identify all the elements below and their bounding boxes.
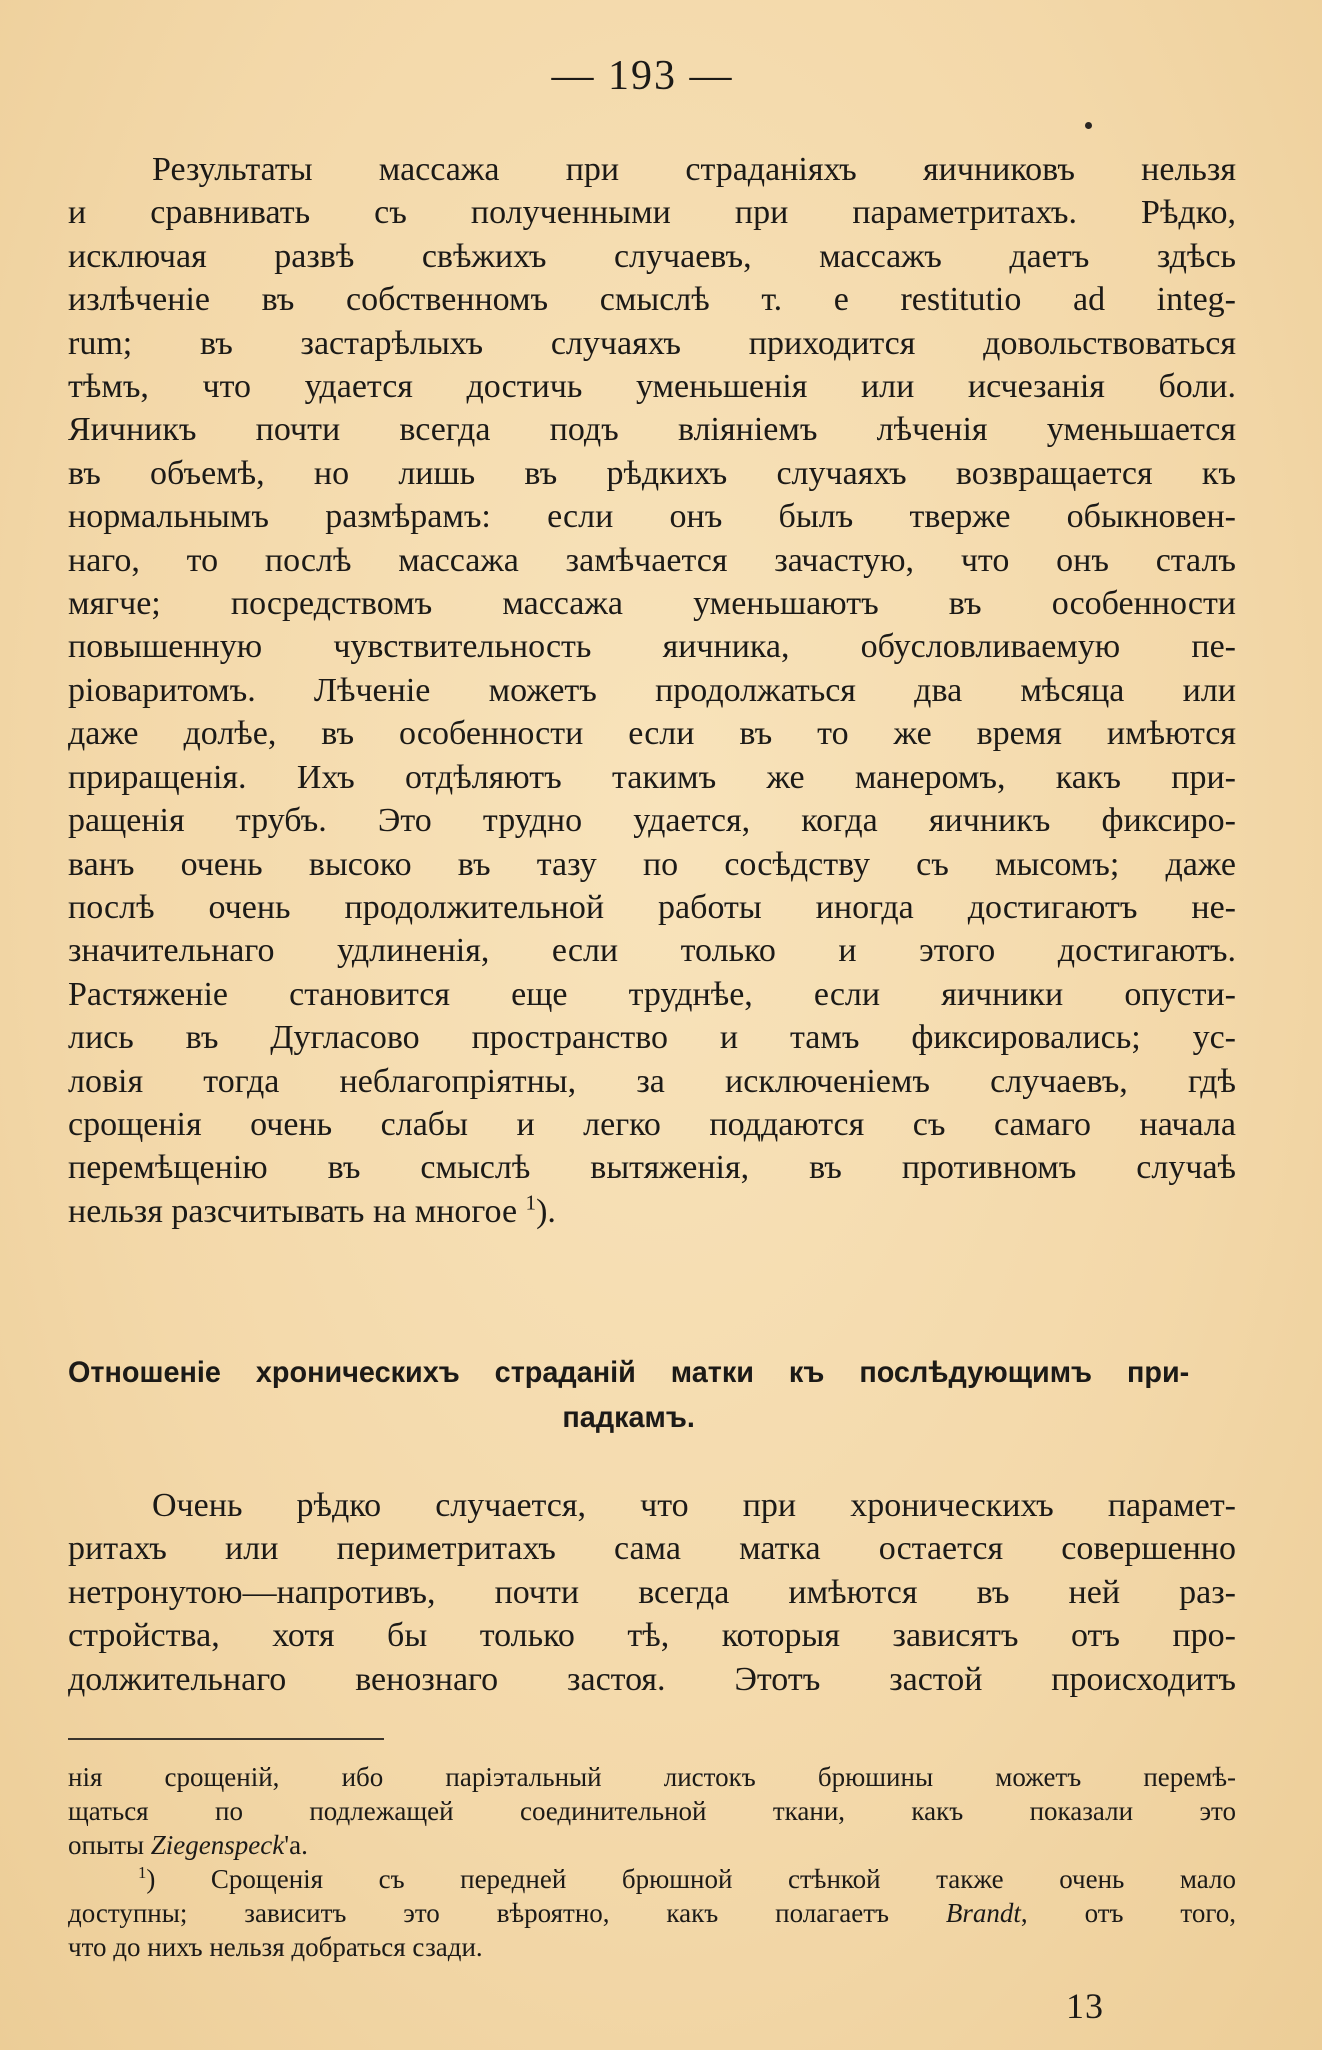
- text-line: срощенія очень слабы и легко поддаются съ самаго начала: [68, 1105, 1236, 1143]
- text-line: Очень рѣдко случается, что при хроническихъ парамет-: [152, 1487, 1236, 1524]
- text-line: даже долѣе, въ особенности если въ то же время имѣются: [68, 715, 1236, 753]
- footnote-line: щаться по подлежащей соединительной ткани, какъ показали это: [68, 1796, 1236, 1826]
- text-line: перемѣщенію въ смыслѣ вытяженія, въ противномъ случаѣ: [68, 1149, 1236, 1187]
- text-line-last: [68, 1190, 1236, 1233]
- text-line: повышенную чувствительность яичника, обусловливаемую пе-: [68, 628, 1236, 666]
- text-line: значительнаго удлиненія, если только и этого достигаютъ.: [68, 932, 1236, 970]
- text-line: нормальнымъ размѣрамъ: если онъ былъ тверже обыкновен-: [68, 498, 1236, 536]
- text-line: ловія тогда неблагопріятны, за исключеніемъ случаевъ, гдѣ: [68, 1062, 1236, 1100]
- footnote-reference: 1: [525, 1190, 537, 1215]
- footnote-text: 'а.: [284, 1830, 308, 1860]
- page-number: — 193 —: [551, 53, 734, 99]
- text-line: ритахъ или периметритахъ сама матка остается совершенно: [68, 1530, 1236, 1568]
- author-name: Brandt: [945, 1898, 1021, 1928]
- text-line: нетронутою—напротивъ, почти всегда имѣются въ ней раз-: [68, 1573, 1236, 1611]
- text-line: мягче; посредствомъ массажа уменьшаютъ въ особенности: [68, 585, 1236, 623]
- text-line: приращенія. Ихъ отдѣляютъ такимъ же манеромъ, какъ при-: [68, 758, 1236, 796]
- footnote-text: , отъ того,: [1020, 1898, 1237, 1928]
- text-line: лись въ Дугласово пространство и тамъ фиксировались; ус-: [68, 1019, 1236, 1057]
- ink-speck: [1085, 122, 1092, 129]
- footnote-line: [68, 1896, 1236, 1930]
- footnote-text: опыты: [68, 1830, 151, 1860]
- text-line: Результаты массажа при страданіяхъ яичниковъ нельзя: [152, 151, 1236, 188]
- footnote-text: ) Срощенія съ передней брюшной стѣнкой также очень мало: [146, 1864, 1236, 1894]
- signature-mark: 13: [1066, 1986, 1104, 2026]
- footnote-line: [68, 1828, 1236, 1862]
- heading-line: падкамъ.: [562, 1401, 695, 1434]
- text-line: излѣченіе въ собственномъ смыслѣ т. е restitutio ad integ-: [68, 281, 1236, 319]
- paragraph-ovary-massage: [68, 148, 1236, 1233]
- text-line: ванъ очень высоко въ тазу по сосѣдству съ мысомъ; даже: [68, 845, 1236, 883]
- footnote-line: что до нихъ нельзя добраться сзади.: [68, 1932, 483, 1962]
- text-line: тѣмъ, что удается достичь уменьшенія или исчезанія боли.: [68, 368, 1236, 406]
- text-line: rum; въ застарѣлыхъ случаяхъ приходится довольствоваться: [68, 324, 1236, 362]
- text-line: наго, то послѣ массажа замѣчается зачастую, что онъ сталъ: [68, 541, 1236, 579]
- text-line: послѣ очень продолжительной работы иногда достигаютъ не-: [68, 888, 1236, 926]
- text-line: стройства, хотя бы только тѣ, которыя зависятъ отъ про-: [68, 1617, 1236, 1655]
- heading-line: Отношеніе хроническихъ страданій матки къ послѣдующимъ при-: [68, 1356, 1190, 1389]
- text-line: ріоваритомъ. Лѣченіе можетъ продолжаться два мѣсяца или: [68, 671, 1236, 709]
- text-line: Растяженіе становится еще труднѣе, если яичники опусти-: [68, 975, 1236, 1013]
- footnote-marker: 1: [138, 1862, 147, 1882]
- text-line: ращенія трубъ. Это трудно удается, когда яичникъ фиксиро-: [68, 802, 1236, 840]
- section-heading: [68, 1350, 1189, 1440]
- footnote-line: [68, 1862, 1236, 1896]
- text-line: должительнаго венознаго застоя. Этотъ застой происходитъ: [68, 1660, 1236, 1698]
- text-line: въ объемѣ, но лишь въ рѣдкихъ случаяхъ возвращается къ: [68, 454, 1236, 492]
- footnote-line: нія срощеній, ибо паріэтальный листокъ брюшины можетъ перемѣ-: [68, 1762, 1236, 1792]
- text-line: Яичникъ почти всегда подъ вліяніемъ лѣченія уменьшается: [68, 411, 1236, 449]
- footnotes: [68, 1760, 1236, 1964]
- text-line: нельзя разсчитывать на многое: [68, 1192, 518, 1230]
- author-name: Ziegenspeck: [150, 1830, 285, 1860]
- paragraph-uterus: [68, 1484, 1236, 1701]
- footnote-separator: [68, 1738, 384, 1740]
- footnote-reference-suffix: ).: [536, 1192, 556, 1230]
- footnote-text: доступны; зависитъ это вѣроятно, какъ полагаетъ: [68, 1898, 946, 1928]
- text-line: исключая развѣ свѣжихъ случаевъ, массажъ даетъ здѣсь: [68, 237, 1236, 275]
- text-line: и сравнивать съ полученными при параметритахъ. Рѣдко,: [68, 194, 1236, 232]
